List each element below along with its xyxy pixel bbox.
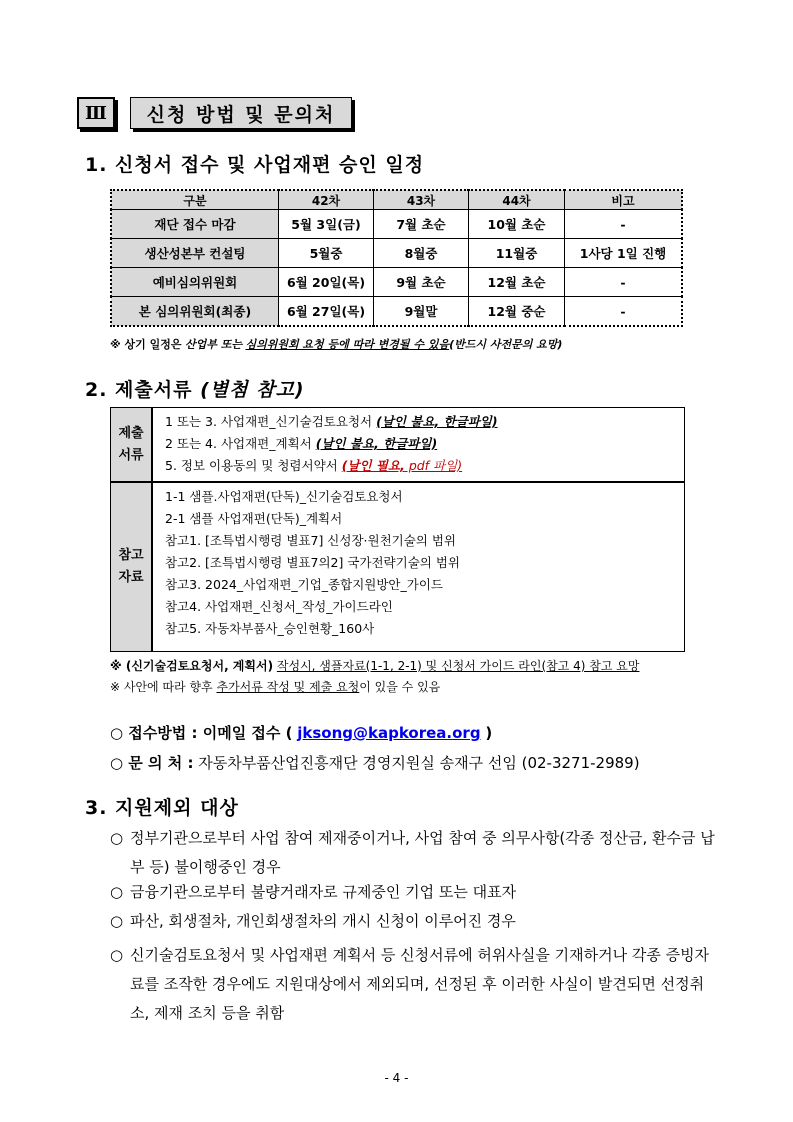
documents-note-1 (110, 657, 639, 674)
schedule-header: 42차 (279, 190, 374, 210)
method-label: ○ 접수방법 : 이메일 접수 ( (110, 724, 293, 742)
schedule-header: 비고 (565, 190, 683, 210)
list-item (110, 907, 720, 936)
section-number: Ⅲ (85, 102, 107, 124)
note-suffix: (반드시 사전문의 요망) (449, 338, 563, 351)
schedule-row-label: 재단 접수 마감 (111, 210, 279, 239)
ref-list (165, 486, 460, 640)
schedule-cell: - (565, 297, 683, 327)
schedule-cell: 5월 3일(금) (279, 210, 374, 239)
label-line: 제출 (118, 425, 144, 441)
list-item: 참고5. 자동차부품사_승인현황_160사 (165, 621, 375, 636)
section-title: 신청 방법 및 문의처 (146, 103, 336, 126)
inquiry-contact (110, 752, 640, 773)
schedule-header-row (111, 190, 682, 210)
list-item (165, 455, 498, 477)
exclusion-text: 금융기관으로부터 불량거래자로 규제중인 기업 또는 대표자 (130, 883, 517, 901)
schedule-row-label: 예비심의위원회 (111, 268, 279, 297)
subsection-1-title: 1. 신청서 접수 및 사업재편 승인 일정 (85, 154, 425, 176)
table-row (111, 210, 682, 239)
exclusion-text: 정부기관으로부터 사업 참여 제재중이거나, 사업 참여 중 의무사항(각종 정산금, 환수금 납부 등) 불이행중인 경우 (130, 829, 715, 876)
schedule-row-label: 생산성본부 컨설팅 (111, 239, 279, 268)
note-prefix: ※ 사안에 따라 향후 (110, 680, 213, 694)
list-item: 참고1. [조특법시행령 별표7] 신성장·원천기술의 범위 (165, 533, 457, 548)
inquiry-label: ○ 문 의 처 : (110, 754, 194, 772)
list-item: 1-1 샘플.사업재편(단독)_신기술검토요청서 (165, 489, 403, 504)
section-number-box (77, 97, 115, 129)
schedule-cell: 6월 20일(목) (279, 268, 374, 297)
schedule-cell: 9월말 (374, 297, 469, 327)
list-item: 참고3. 2024_사업재편_기업_종합지원방안_가이드 (165, 577, 443, 592)
note-prefix: ※ 상기 일정은 (110, 338, 182, 351)
subsection-2-label: 2. 제출서류 (85, 379, 193, 401)
list-item (110, 941, 720, 1028)
documents-ref-row (111, 483, 684, 651)
schedule-header: 구분 (111, 190, 279, 210)
label-line: 자료 (118, 570, 144, 585)
list-item (165, 433, 498, 455)
bullet-icon: ○ (110, 912, 124, 930)
table-row (111, 239, 682, 268)
list-item: 2-1 샘플 사업재편(단독)_계획서 (165, 511, 343, 526)
list-item (110, 878, 720, 907)
schedule-cell: 1사당 1일 진행 (565, 239, 683, 268)
bullet-icon: ○ (110, 946, 124, 964)
bullet-icon: ○ (110, 829, 124, 847)
exclusion-text: 신기술검토요청서 및 사업재편 계획서 등 신청서류에 허위사실을 기재하거나 각종 증빙자료를 조작한 경우에도 지원대상에서 제외되며, 선정된 후 이러한 사실이 발견되면 선정취소, 제재 조치 등을 취함 (130, 946, 710, 1022)
list-item (165, 411, 498, 433)
submit-item-tag (342, 458, 462, 473)
schedule-cell: - (565, 210, 683, 239)
section-title-box (130, 97, 352, 129)
documents-submit-row (111, 408, 684, 483)
documents-submit-label (111, 408, 153, 481)
table-row (111, 268, 682, 297)
documents-note-2 (110, 678, 440, 695)
schedule-cell: 9월 초순 (374, 268, 469, 297)
documents-table (110, 407, 685, 652)
tag-rest: pdf 파일) (404, 458, 463, 473)
schedule-cell: 8월중 (374, 239, 469, 268)
documents-ref-label (111, 483, 153, 651)
note-suffix: 이 있을 수 있음 (359, 680, 441, 694)
schedule-note (110, 336, 562, 352)
table-row (111, 297, 682, 327)
schedule-table (110, 189, 683, 327)
submit-item-text: 5. 정보 이용동의 및 청렴서약서 (165, 458, 338, 473)
label-line: 참고 (118, 548, 144, 563)
subsection-2-ref: (별첨 참고) (200, 379, 305, 401)
exclusion-text: 파산, 회생절차, 개인회생절차의 개시 신청이 이루어진 경우 (130, 912, 516, 930)
schedule-cell: - (565, 268, 683, 297)
label-line: 서류 (118, 447, 144, 463)
method-close: ) (485, 724, 493, 742)
list-item: 참고4. 사업재편_신청서_작성_가이드라인 (165, 599, 393, 614)
schedule-row-label: 본 심의위원회(최종) (111, 297, 279, 327)
schedule-cell: 7월 초순 (374, 210, 469, 239)
schedule-cell: 6월 27일(목) (279, 297, 374, 327)
tag-bold: (날인 필요, (341, 458, 405, 473)
schedule-cell: 10월 초순 (469, 210, 565, 239)
subsection-2-title (85, 375, 305, 402)
submit-item-text: 1 또는 3. 사업재편_신기술검토요청서 (165, 414, 373, 429)
schedule-cell: 12월 초순 (469, 268, 565, 297)
bullet-icon: ○ (110, 883, 124, 901)
note-underlined: 추가서류 작성 및 제출 요청 (216, 680, 360, 694)
schedule-cell: 12월 중순 (469, 297, 565, 327)
subsection-3-title: 3. 지원제외 대상 (85, 797, 239, 819)
schedule-cell: 5월중 (279, 239, 374, 268)
schedule-header: 44차 (469, 190, 565, 210)
schedule-header: 43차 (374, 190, 469, 210)
note-bold: ※ (신기술검토요청서, 계획서) (110, 659, 274, 673)
schedule-cell: 11월중 (469, 239, 565, 268)
note-underlined: 심의위원회 요청 등에 따라 변경될 수 있음 (245, 338, 450, 351)
submit-item-text: 2 또는 4. 사업재편_계획서 (165, 436, 312, 451)
email-link[interactable]: jksong@kapkorea.org (297, 724, 481, 742)
submit-item-tag: (날인 불요, 한글파일) (315, 436, 438, 451)
list-item (110, 824, 720, 882)
inquiry-value: 자동차부품산업진흥재단 경영지원실 송재구 선임 (02-3271-2989) (198, 754, 640, 772)
submit-list (165, 411, 498, 477)
note-mid: 산업부 또는 (184, 338, 242, 351)
submit-item-tag: (날인 불요, 한글파일) (376, 414, 498, 429)
page-number: - 4 - (384, 1071, 409, 1085)
list-item: 참고2. [조특법시행령 별표7의2] 국가전략기술의 범위 (165, 555, 460, 570)
submission-method (110, 722, 492, 743)
note-underlined: 작성시, 샘플자료(1-1, 2-1) 및 신청서 가이드 라인(참고 4) 참고 요망 (276, 659, 640, 673)
